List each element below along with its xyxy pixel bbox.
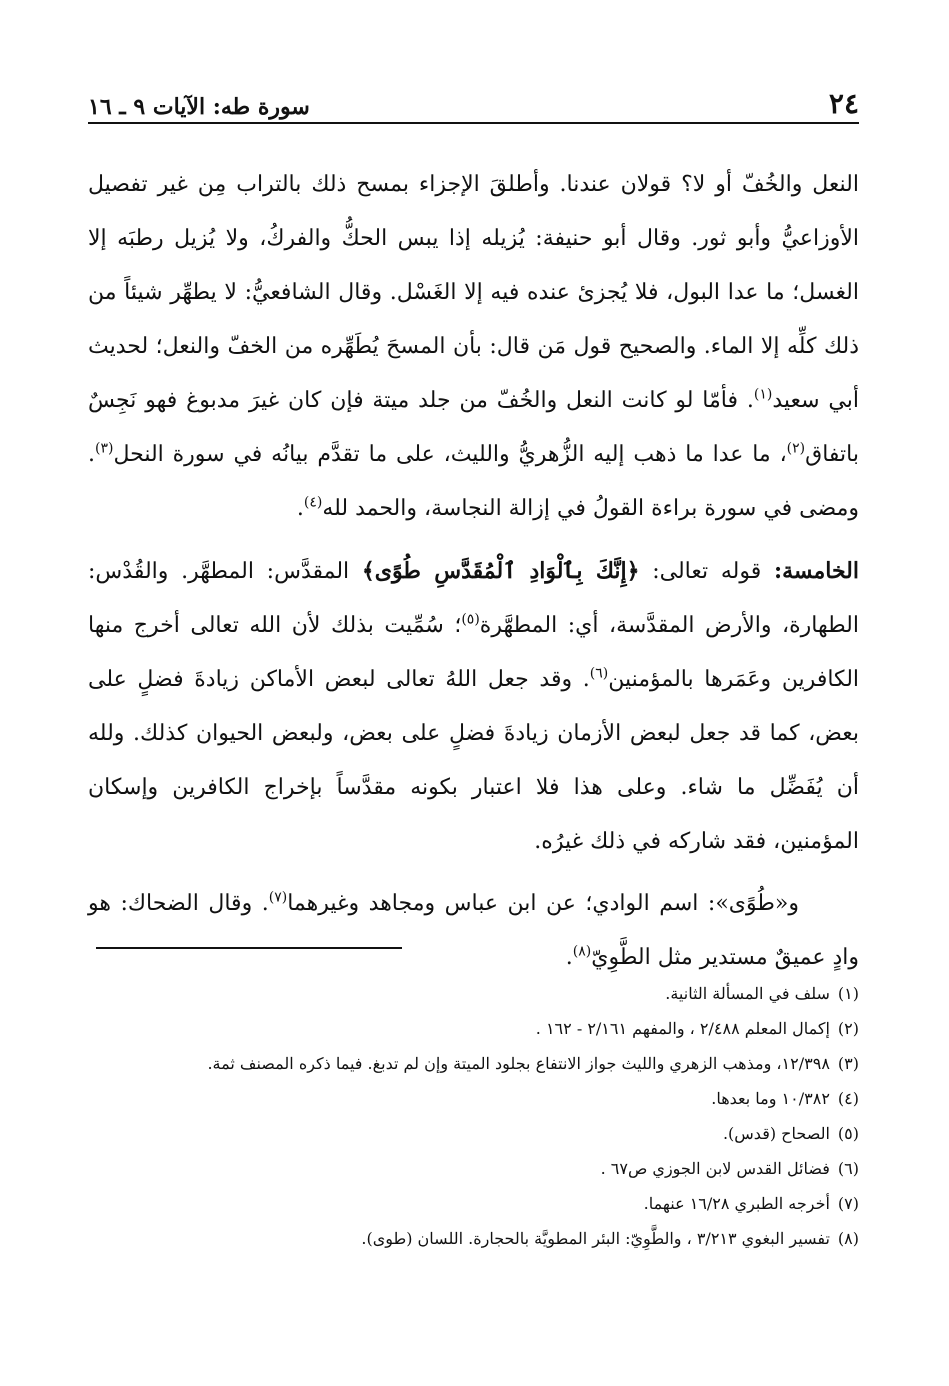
footnote-number: (١) <box>837 984 859 1003</box>
footnote-number: (٨) <box>837 1229 859 1248</box>
paragraph-1 <box>88 158 859 536</box>
footnotes-list <box>88 976 859 1256</box>
footnote-item <box>88 1151 859 1186</box>
quran-verse: ﴿إِنَّكَ بِٱلْوَادِ ٱلْمُقَدَّسِ طُوًى﴾ <box>361 558 640 584</box>
footnote-number: (٤) <box>837 1089 859 1108</box>
footnote-text: سلف في المسألة الثانية. <box>665 984 830 1003</box>
text-segment: . وقد جعل اللهُ تعالى لبعض الأماكن زيادةَ فضلٍ على بعض، كما قد جعل لبعض الأزمان زيادةَ فضلٍ على بعض، ولبعض الحيوان كذلك. ولله أن يُفَضِّل ما شاء. وعلى هذا فلا اعتبار بكونه مقدَّساً بإخراج الكافرين وإسكان المؤمنين، فقد شاركه في ذلك غيرُه. <box>88 667 859 854</box>
main-text <box>88 158 859 985</box>
text-segment: و«طُوًى»: اسم الوادي؛ عن ابن عباس ومجاهد وغيرهما <box>287 891 799 916</box>
footnote-number: (٥) <box>837 1124 859 1143</box>
footnote-text: الصحاح (قدس). <box>722 1124 830 1143</box>
footnote-ref-6: (٦) <box>589 665 609 682</box>
footnote-number: (٦) <box>837 1159 859 1178</box>
footnote-ref-3: (٣) <box>95 440 114 457</box>
text-segment: . <box>565 945 573 970</box>
footnote-ref-1: (١) <box>753 386 773 403</box>
footnote-divider <box>96 947 402 949</box>
footnote-number: (٣) <box>837 1054 859 1073</box>
text-segment: النعل والخُفّ أو لا؟ قولان عندنا. وأطلقَ الإجزاء بمسح ذلك بالتراب مِن غير تفصيل الأوزاعيُّ وأبو ثور. وقال أبو حنيفة: يُزيله إذا يبس الحكُّ والفركُ، ولا يُزيل رطبَه إلا الغسل؛ ما عدا البول، فلا يُجزئ عنده فيه إلا الغَسْل. وقال الشافعيُّ: لا يطهِّر شيئاً من ذلك كلِّه إلا الماء. والصحيح قول مَن قال: بأن المسحَ يُطَهِّره من الخفّ والنعل؛ لحديث أبي سعيد <box>88 172 859 413</box>
footnote-ref-4: (٤) <box>303 494 323 511</box>
paragraph-2 <box>88 544 859 869</box>
footnote-item <box>88 1046 859 1081</box>
footnote-item <box>88 1186 859 1221</box>
footnote-number: (٢) <box>837 1019 859 1038</box>
footnote-ref-8: (٨) <box>572 943 592 960</box>
footnote-text: ١٢/٣٩٨، ومذهب الزهري والليث جواز الانتفاع بجلود الميتة وإن لم تدبغ. فيما ذكره المصنف ثمة. <box>207 1054 830 1073</box>
footnote-text: ١٠/٣٨٢ وما بعدها. <box>711 1089 830 1108</box>
footnote-text: أخرجه الطبري ١٦/٢٨ عنهما. <box>643 1194 830 1213</box>
text-segment: قوله تعالى: <box>639 559 774 584</box>
text-segment: . فأمّا لو كانت النعل والخُفّ من جلد ميتة فإن كان غيرَ مدبوغ فهو نَجِسٌ باتفاق <box>88 388 859 467</box>
footnote-item <box>88 976 859 1011</box>
footnote-ref-5: (٥) <box>461 611 480 628</box>
footnote-item <box>88 1081 859 1116</box>
text-segment: المقدَّس: المطهَّر. والقُدْس: الطهارة، والأرض المقدَّسة، أي: المطهَّرة <box>88 559 859 638</box>
footnote-item <box>88 1221 859 1256</box>
text-segment: . وقال الضحاك: هو وادٍ عميقٌ مستدير مثل الطَّوِيّ <box>88 891 859 970</box>
text-segment: ؛ سُمِّيت بذلك لأن الله تعالى أخرج منها الكافرين وعَمَرها بالمؤمنين <box>88 613 860 692</box>
footnote-item <box>88 1011 859 1046</box>
footnote-ref-7: (٧) <box>268 889 288 906</box>
text-segment: . ومضى في سورة براءة القولُ في إزالة النجاسة، والحمد لله <box>88 442 859 521</box>
footnote-item <box>88 1116 859 1151</box>
footnote-number: (٧) <box>837 1194 859 1213</box>
footnote-text: إكمال المعلم ٢/٤٨٨ ، والمفهم ٢/١٦١ - ١٦٢ . <box>535 1019 830 1038</box>
page-header <box>88 86 859 120</box>
footnote-text: تفسير البغوي ٣/٢١٣ ، والطَّوِيّ: البئر المطويَّة بالحجارة. اللسان (طوى). <box>361 1229 830 1248</box>
page-number: ٢٤ <box>828 87 859 120</box>
section-lead: الخامسة: <box>773 558 859 584</box>
header-divider <box>88 122 859 124</box>
text-segment: . <box>296 496 304 521</box>
footnote-ref-2: (٢) <box>786 440 806 457</box>
paragraph-3 <box>88 877 859 985</box>
footnote-text: فضائل القدس لابن الجوزي ص٦٧ . <box>600 1159 830 1178</box>
running-title: سورة طه: الآيات ٩ ـ ١٦ <box>88 94 310 120</box>
text-segment: ، ما عدا ما ذهب إليه الزُّهريُّ والليث، على ما تقدَّم بيانُه في سورة النحل <box>113 442 787 467</box>
